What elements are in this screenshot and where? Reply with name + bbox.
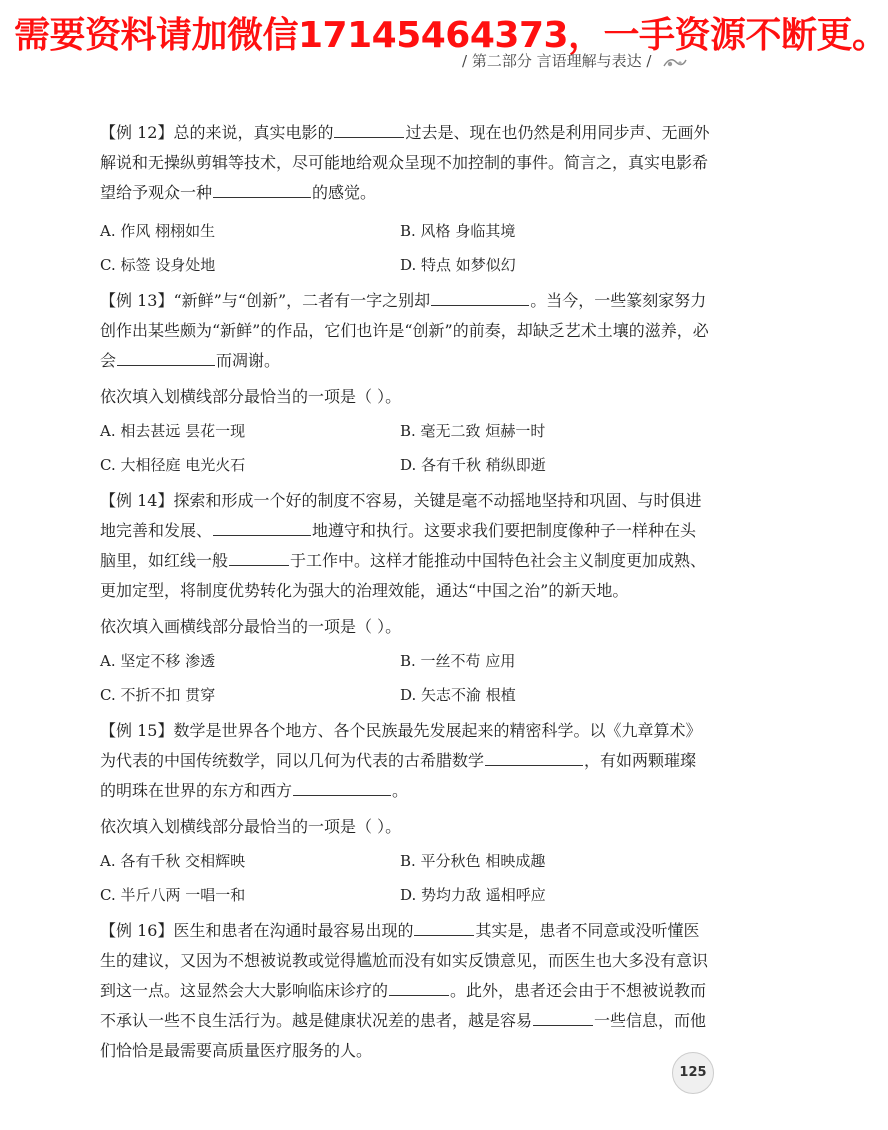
answer-blank	[117, 347, 215, 366]
option-c: C. 大相径庭 电光火石	[100, 456, 246, 474]
option-d: D. 势均力敌 遥相呼应	[400, 886, 546, 904]
question-13: 【例 13】“新鲜”与“创新”，二者有一字之别却 。当今，一些篆刻家努力创作出某些颇为“新鲜”的作品，它们也许是“创新”的前奏，却缺乏艺术土壤的滋养，必会 而凋谢。	[100, 286, 710, 376]
option-a: A. 各有千秋 交相辉映	[100, 852, 246, 870]
header-decoration-icon	[662, 54, 688, 70]
answer-blank	[431, 287, 529, 306]
running-header	[462, 48, 762, 74]
page-content	[100, 118, 710, 1072]
page-number: 125	[672, 1052, 714, 1094]
options-14	[100, 644, 710, 712]
option-b: B. 风格 身临其境	[400, 222, 516, 240]
question-stem: 依次填入划横线部分最恰当的一项是（ ）。	[100, 387, 402, 406]
options-13	[100, 414, 710, 482]
option-b: B. 一丝不苟 应用	[400, 652, 516, 670]
options-15	[100, 844, 710, 912]
option-d: D. 各有千秋 稍纵即逝	[400, 456, 546, 474]
answer-blank	[293, 777, 391, 796]
option-c: C. 半斤八两 一唱一和	[100, 886, 246, 904]
question-stem: 依次填入划横线部分最恰当的一项是（ ）。	[100, 817, 402, 836]
question-15: 【例 15】数学是世界各个地方、各个民族最先发展起来的精密科学。以《九章算术》为代表的中国传统数学，同以几何为代表的古希腊数学 ，有如两颗璀璨的明珠在世界的东方和西方 。	[100, 721, 702, 800]
option-a: A. 相去甚远 昙花一现	[100, 422, 246, 440]
answer-blank	[334, 119, 404, 138]
option-b: B. 毫无二致 烜赫一时	[400, 422, 546, 440]
option-c: C. 不折不扣 贯穿	[100, 686, 216, 704]
option-a: A. 作风 栩栩如生	[100, 222, 216, 240]
answer-blank	[533, 1007, 593, 1026]
question-12: 【例 12】总的来说，真实电影的 过去是、现在也仍然是利用同步声、无画外解说和无操纵剪辑等技术，尽可能地给观众呈现不加控制的事件。简言之，真实电影希望给予观众一种 的感觉。	[100, 118, 710, 208]
question-tag: 【例 16】	[100, 921, 174, 940]
question-tag: 【例 15】	[100, 721, 174, 740]
question-tag: 【例 13】	[100, 291, 174, 310]
question-14: 【例 14】探索和形成一个好的制度不容易，关键是毫不动摇地坚持和巩固、与时俱进地完善和发展、 地遵守和执行。这要求我们要把制度像种子一样种在头脑里，如红线一般 于工作中。这样才能推动中国特色社会主义制度更加成熟、更加定型，将制度优势转化为强大的治理效能，通达“中国之治”的新天地。	[100, 491, 707, 600]
answer-blank	[213, 517, 311, 536]
answer-blank	[389, 977, 449, 996]
question-tag: 【例 14】	[100, 491, 174, 510]
section-title: / 第二部分 言语理解与表达 /	[462, 52, 652, 70]
answer-blank	[414, 917, 474, 936]
question-stem: 依次填入画横线部分最恰当的一项是（ ）。	[100, 617, 402, 636]
question-16: 【例 16】医生和患者在沟通时最容易出现的 其实是，患者不同意或没听懂医生的建议，又因为不想被说教或觉得尴尬而没有如实反馈意见，而医生也大多没有意识到这一点。这显然会大大影响临床诊疗的 。此外，患者还会由于不想被说教而不承认一些不良生活行为。越是健康状况差的患者，越是容易 一些信息，而他们恰恰是最需要高质量医疗服务的人。	[100, 916, 710, 1066]
option-d: D. 特点 如梦似幻	[400, 256, 516, 274]
answer-blank	[485, 747, 583, 766]
option-a: A. 坚定不移 渗透	[100, 652, 216, 670]
option-c: C. 标签 设身处地	[100, 256, 216, 274]
option-b: B. 平分秋色 相映成趣	[400, 852, 546, 870]
question-tag: 【例 12】	[100, 123, 174, 142]
answer-blank	[229, 547, 289, 566]
option-d: D. 矢志不渝 根植	[400, 686, 516, 704]
answer-blank	[213, 179, 311, 198]
watermark-banner: 需要资料请加微信17145464373，一手资源不断更。	[14, 15, 888, 56]
options-12	[100, 214, 710, 282]
